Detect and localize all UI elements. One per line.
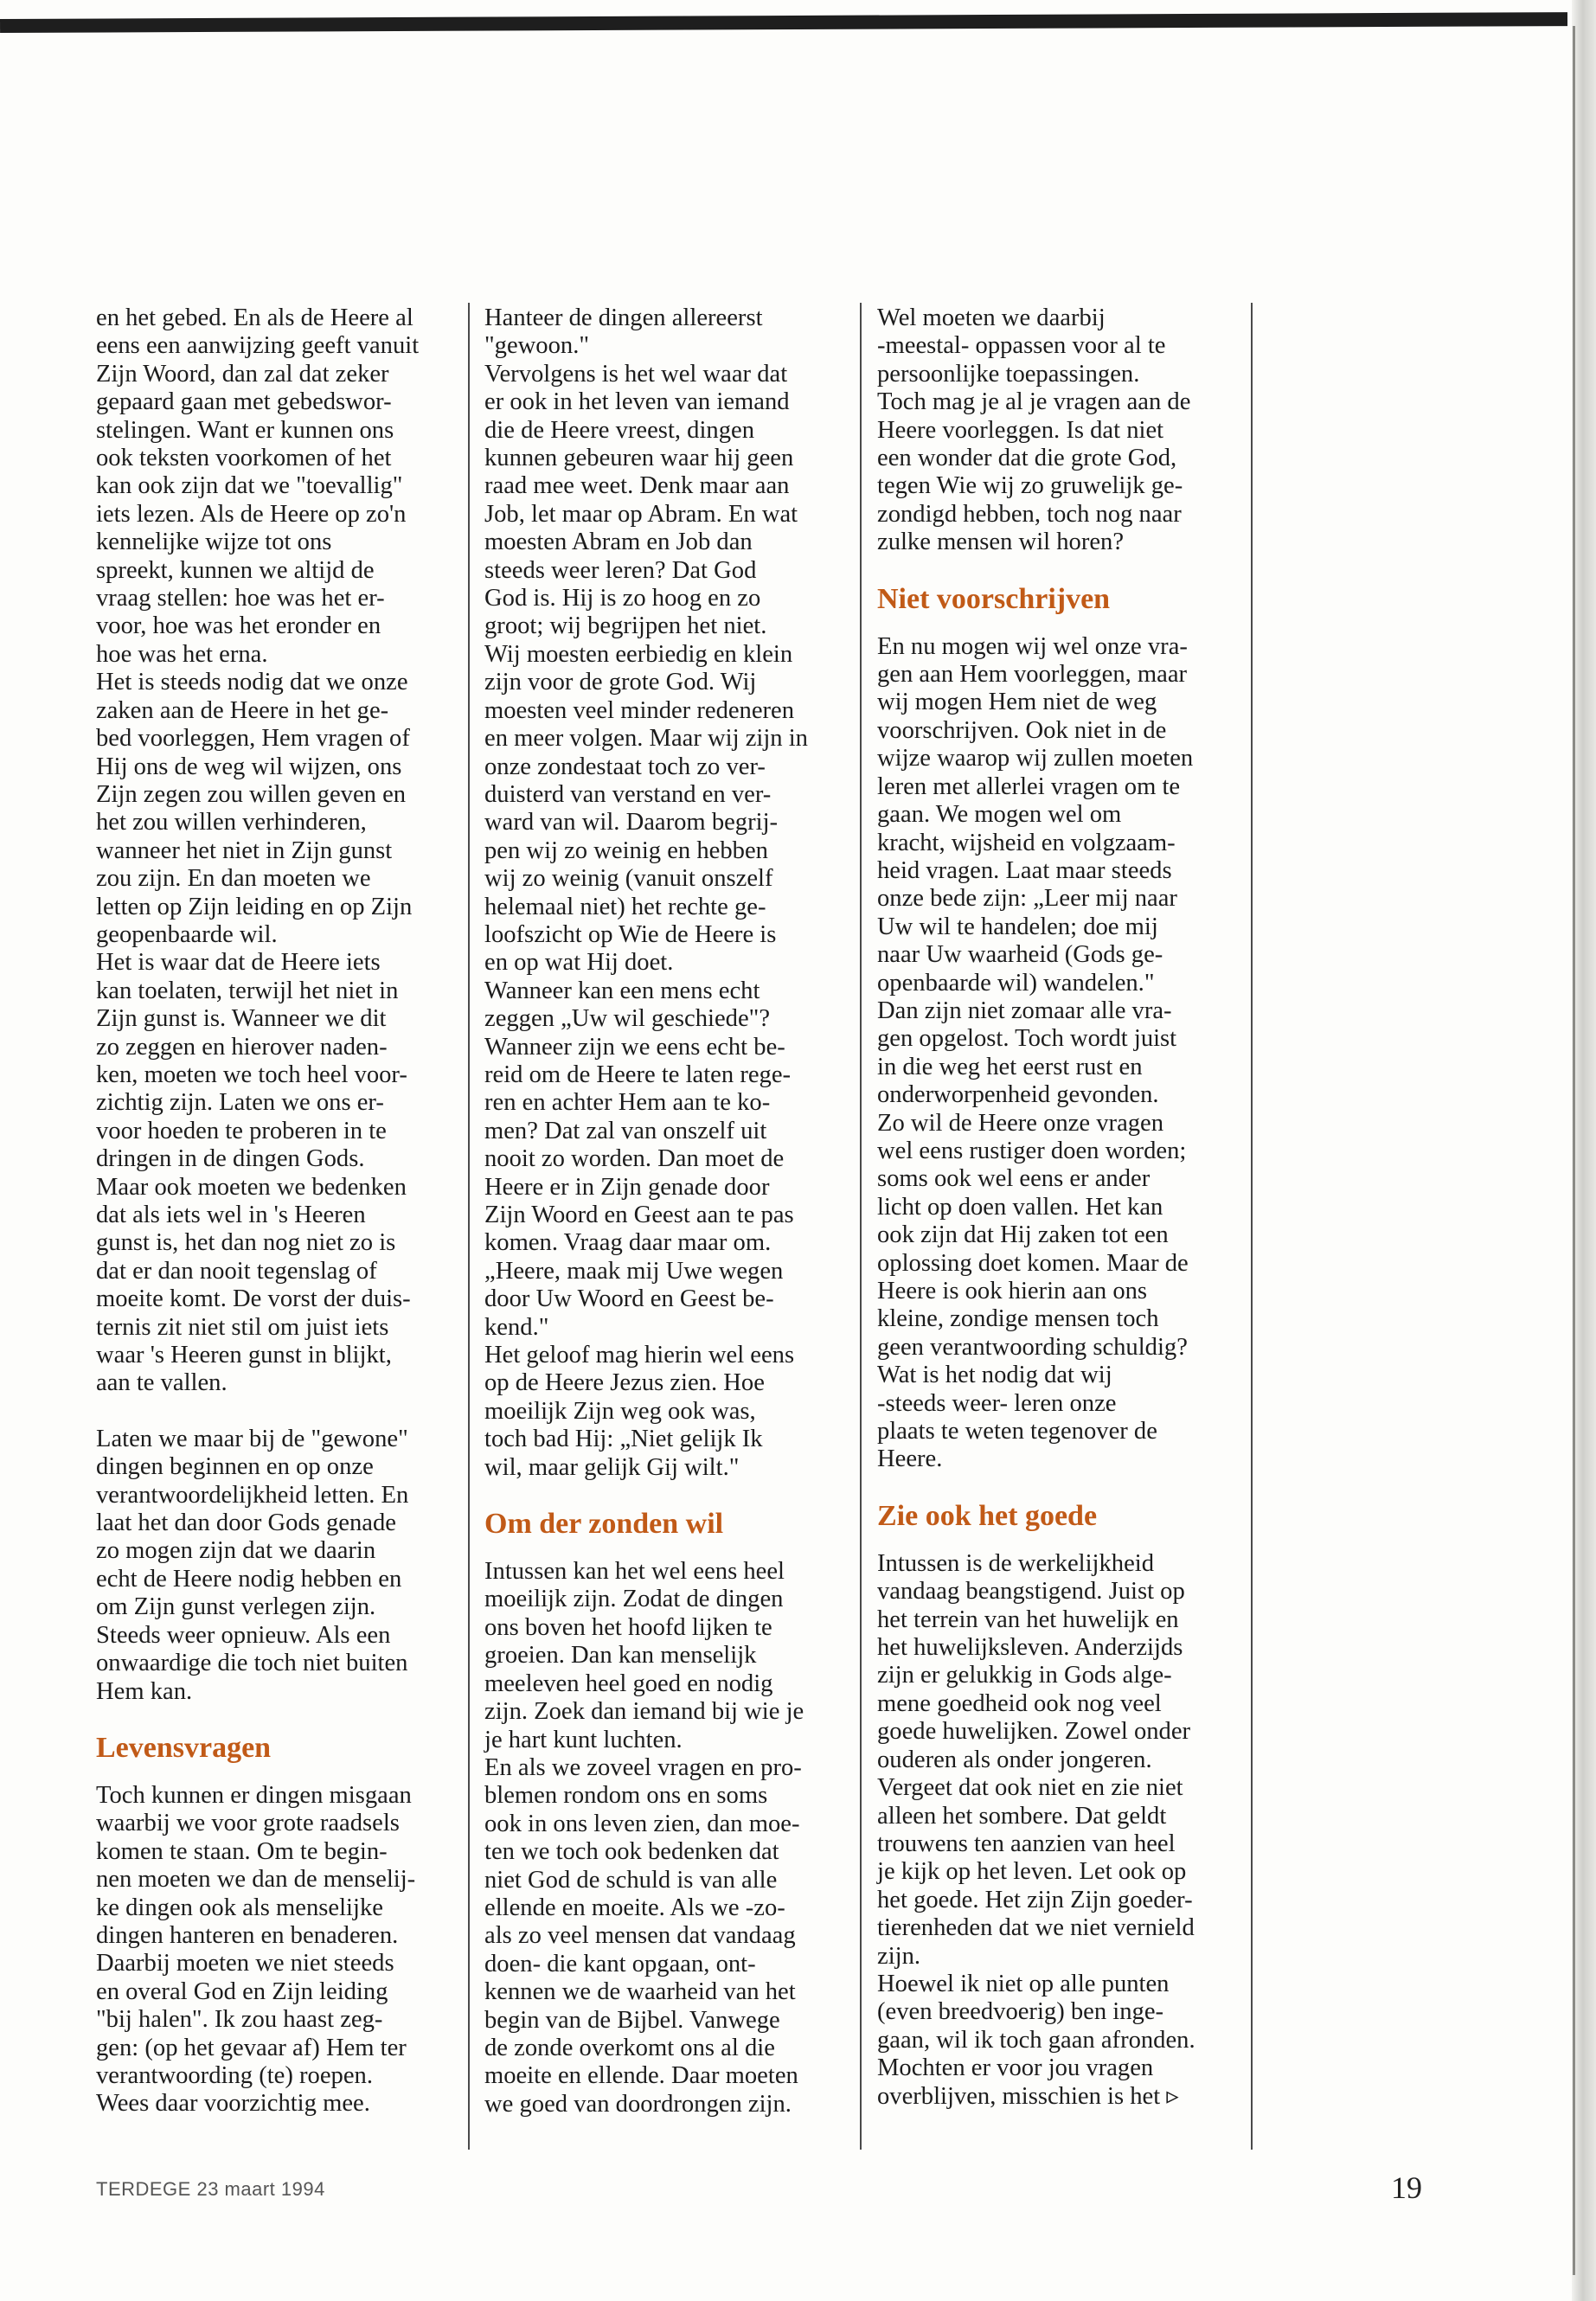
text-line: ternis zit niet stil om juist iets	[96, 1313, 389, 1341]
text-line: ward van wil. Daarom begrij-	[484, 809, 779, 836]
text-line: Heere voorleggen. Is dat niet	[877, 416, 1164, 444]
text-line: onwaardige die toch niet buiten	[96, 1650, 408, 1677]
section-heading: Om der zonden wil	[484, 1508, 724, 1541]
text-line: gen opgelost. Toch wordt juist	[877, 1025, 1177, 1053]
text-line: Heere is ook hierin aan ons	[877, 1278, 1148, 1304]
text-line: een wonder dat die grote God,	[877, 445, 1177, 472]
text-line: we goed van doordrongen zijn.	[484, 2090, 792, 2118]
text-line: Heere.	[877, 1445, 943, 1473]
text-line: Hanteer de dingen allereerst	[484, 304, 763, 331]
text-line: in die weg het eerst rust en	[877, 1053, 1143, 1080]
text-line: Zijn Woord en Geest aan te pas	[484, 1202, 794, 1228]
text-line: gunst is, het dan nog niet zo is	[96, 1229, 396, 1257]
text-line: onze bede zijn: „Leer mij naar	[877, 885, 1177, 913]
text-line: ren en achter Hem aan te ko-	[484, 1089, 771, 1117]
text-line: moesten Abram en Job dan	[484, 529, 753, 556]
text-line: Vervolgens is het wel waar dat	[484, 360, 788, 388]
text-line: verantwoordelijkheid letten. En	[96, 1481, 409, 1509]
text-line: trouwens ten aanzien van heel	[877, 1830, 1176, 1857]
text-line: goede huwelijken. Zowel onder	[877, 1718, 1191, 1746]
text-line: Steeds weer opnieuw. Als een	[96, 1621, 391, 1649]
text-line: "bij halen". Ik zou haast zeg-	[96, 2006, 383, 2034]
section-heading: Niet voorschrijven	[877, 582, 1111, 615]
text-line: dingen hanteren en benaderen.	[96, 1921, 399, 1949]
text-line: licht op doen vallen. Het kan	[877, 1193, 1163, 1221]
text-line: zo zeggen en hierover naden-	[96, 1033, 388, 1061]
text-line: zijn voor de grote God. Wij	[484, 669, 757, 696]
text-line: spreekt, kunnen we altijd de	[96, 556, 375, 584]
text-line: Zo wil de Heere onze vragen	[877, 1109, 1164, 1137]
text-line: het goede. Het zijn Zijn goeder-	[877, 1886, 1193, 1913]
text-line: er ook in het leven van iemand	[484, 388, 790, 416]
text-line: moeilijk Zijn weg ook was,	[484, 1397, 756, 1425]
text-line: ook teksten voorkomen of het	[96, 445, 392, 472]
text-line: Het is steeds nodig dat we onze	[96, 669, 408, 696]
text-line: onderworpenheid gevonden.	[877, 1081, 1159, 1109]
text-line: heid vragen. Laat maar steeds	[877, 856, 1172, 884]
text-line: die de Heere vreest, dingen	[484, 416, 755, 444]
text-line: Wel moeten we daarbij	[877, 304, 1106, 331]
text-line: En nu mogen wij wel onze vra-	[877, 632, 1188, 660]
text-line: oplossing doet komen. Maar de	[877, 1249, 1189, 1277]
text-line: Intussen is de werkelijkheid	[877, 1549, 1155, 1577]
text-line: En als we zoveel vragen en pro-	[484, 1753, 802, 1781]
text-line: Wanneer kan een mens echt	[484, 977, 760, 1004]
text-line: stelingen. Want er kunnen ons	[96, 416, 394, 444]
text-line: -steeds weer- leren onze	[877, 1389, 1117, 1417]
text-line: plaats te weten tegenover de	[877, 1418, 1157, 1445]
text-line: gepaard gaan met gebedswor-	[96, 388, 392, 416]
text-line: alleen het sombere. Dat geldt	[877, 1802, 1167, 1830]
text-line: zou zijn. En dan moeten we	[96, 865, 371, 893]
text-line: zijn. Zoek dan iemand bij wie je	[484, 1698, 804, 1726]
text-line: Heere er in Zijn genade door	[484, 1173, 770, 1201]
text-line: kleine, zondige mensen toch	[877, 1305, 1159, 1333]
text-line: echt de Heere nodig hebben en	[96, 1565, 402, 1593]
text-line: wij mogen Hem niet de weg	[877, 689, 1157, 716]
text-line: onze zondestaat toch zo ver-	[484, 753, 766, 780]
text-line: Zijn Woord, dan zal dat zeker	[96, 360, 389, 388]
text-line: door Uw Woord en Geest be-	[484, 1285, 774, 1313]
text-line: „Heere, maak mij Uwe wegen	[484, 1257, 784, 1285]
text-line: helemaal niet) het rechte ge-	[484, 893, 766, 920]
text-line: verantwoording (te) roepen.	[96, 2061, 373, 2089]
text-line: zondigd hebben, toch nog naar	[877, 500, 1182, 528]
text-line: en overal God en Zijn leiding	[96, 1977, 388, 2005]
text-line: waar 's Heeren gunst in blijkt,	[96, 1342, 392, 1369]
text-line: ellende en moeite. Als we -zo-	[484, 1894, 785, 1921]
text-line: hoe was het erna.	[96, 640, 268, 668]
text-line: Wij moesten eerbiedig en klein	[484, 640, 793, 668]
text-line: doen- die kant opgaan, ont-	[484, 1950, 756, 1977]
text-line: wil, maar gelijk Gij wilt."	[484, 1453, 740, 1481]
text-line: Job, let maar op Abram. En wat	[484, 500, 798, 528]
footer-publication: TERDEGE 23 maart 1994	[96, 2178, 325, 2200]
text-line: kunnen gebeuren waar hij geen	[484, 445, 794, 472]
text-line: Wat is het nodig dat wij	[877, 1362, 1112, 1389]
text-line: het terrein van het huwelijk en	[877, 1606, 1179, 1633]
text-line: niet God de schuld is van alle	[484, 1866, 778, 1894]
text-line: komen te staan. Om te begin-	[96, 1837, 388, 1865]
text-line: iets lezen. Als de Heere op zo'n	[96, 500, 407, 528]
text-line: ke dingen ook als menselijke	[96, 1894, 383, 1921]
text-line: eens een aanwijzing geeft vanuit	[96, 332, 420, 360]
text-line: en het gebed. En als de Heere al	[96, 304, 413, 331]
text-line: mene goedheid ook nog veel	[877, 1689, 1162, 1717]
text-line: groeien. Dan kan menselijk	[484, 1642, 757, 1670]
text-line: zulke mensen wil horen?	[877, 529, 1125, 556]
text-line: blemen rondom ons en soms	[484, 1782, 768, 1810]
article-column-2	[484, 304, 839, 2118]
text-line: wel eens rustiger doen worden;	[877, 1137, 1187, 1164]
text-line: dat er dan nooit tegenslag of	[96, 1257, 377, 1285]
text-line: als zo veel mensen dat vandaag	[484, 1922, 796, 1950]
text-line: Hem kan.	[96, 1677, 193, 1705]
text-line: pen wij zo weinig en hebben	[484, 836, 768, 864]
section-heading: Levensvragen	[96, 1731, 272, 1764]
text-line: naar Uw waarheid (Gods ge-	[877, 941, 1163, 969]
text-line: ken, moeten we toch heel voor-	[96, 1061, 407, 1088]
text-line: je kijk op het leven. Let ook op	[877, 1858, 1187, 1886]
text-line: bed voorleggen, Hem vragen of	[96, 725, 410, 753]
text-line: tegen Wie wij zo gruwelijk ge-	[877, 472, 1183, 500]
text-line: raad mee weet. Denk maar aan	[484, 472, 790, 500]
text-line: kennen we de waarheid van het	[484, 1978, 796, 2006]
text-line: Mochten er voor jou vragen	[877, 2054, 1154, 2082]
text-line: Dan zijn niet zomaar alle vra-	[877, 997, 1172, 1024]
text-line: meeleven heel goed en nodig	[484, 1670, 773, 1697]
text-line: Het geloof mag hierin wel eens	[484, 1342, 795, 1369]
text-line: duisterd van verstand en ver-	[484, 780, 772, 808]
text-line: nooit zo worden. Dan moet de	[484, 1145, 785, 1173]
text-line: Hij ons de weg wil wijzen, ons	[96, 753, 402, 780]
text-line: Toch kunnen er dingen misgaan	[96, 1781, 412, 1809]
text-line: ten we toch ook bedenken dat	[484, 1838, 779, 1866]
text-line: openbaarde wil) wandelen."	[877, 969, 1155, 997]
text-line: Zijn zegen zou willen geven en	[96, 780, 407, 808]
text-line: Wees daar voorzichtig mee.	[96, 2090, 370, 2118]
text-line: men? Dat zal van onszelf uit	[484, 1117, 767, 1144]
text-line: om Zijn gunst verlegen zijn.	[96, 1593, 376, 1621]
top-border-bar	[0, 12, 1567, 33]
text-line: Laten we maar bij de "gewone"	[96, 1425, 408, 1452]
text-line: Uw wil te handelen; doe mij	[877, 913, 1158, 940]
article-column-1	[96, 304, 455, 2118]
paragraph-gap	[96, 1398, 455, 1426]
text-line: loofszicht op Wie de Heere is	[484, 920, 777, 948]
text-line: Wanneer zijn we eens echt be-	[484, 1033, 785, 1061]
text-line: moesten veel minder redeneren	[484, 696, 795, 724]
text-line: ouderen als onder jongeren.	[877, 1746, 1152, 1773]
text-line: voor, hoe was het eronder en	[96, 612, 381, 640]
text-line: overblijven, misschien is het ▹	[877, 2082, 1179, 2110]
page-edge-shadow	[1572, 0, 1596, 2301]
text-line: dat als iets wel in 's Heeren	[96, 1202, 366, 1228]
text-line: geen verantwoording schuldig?	[877, 1333, 1188, 1361]
text-line: kracht, wijsheid en volgzaam-	[877, 829, 1176, 856]
text-line: dringen in de dingen Gods.	[96, 1145, 365, 1173]
text-line: persoonlijke toepassingen.	[877, 360, 1140, 388]
text-line: moeite komt. De vorst der duis-	[96, 1285, 411, 1313]
text-line: Intussen kan het wel eens heel	[484, 1558, 785, 1586]
text-line: gaan, wil ik toch gaan afronden.	[877, 2026, 1195, 2054]
article-column-3	[877, 304, 1240, 2111]
column-rule-3	[1251, 303, 1253, 2150]
text-line: Zijn gunst is. Wanneer we dit	[96, 1005, 387, 1033]
text-line: zaken aan de Heere in het ge-	[96, 696, 389, 724]
text-line: soms ook wel eens er ander	[877, 1165, 1151, 1193]
text-line: kennelijke wijze tot ons	[96, 529, 332, 556]
text-line: het huwelijksleven. Anderzijds	[877, 1634, 1183, 1662]
text-line: wanneer het niet in Zijn gunst	[96, 836, 393, 864]
text-line: voor hoeden te proberen in te	[96, 1117, 387, 1144]
text-line: ons boven het hoofd lijken te	[484, 1613, 772, 1641]
text-line: moeilijk zijn. Zodat de dingen	[484, 1586, 784, 1613]
text-line: gen: (op het gevaar af) Hem ter	[96, 2034, 407, 2061]
text-line: nen moeten we dan de menselij-	[96, 1866, 416, 1894]
page-edge-line	[1573, 26, 1575, 2275]
column-rule-1	[468, 303, 470, 2150]
page-number: 19	[1391, 2170, 1422, 2205]
text-line: gaan. We mogen wel om	[877, 801, 1122, 829]
text-line: zichtig zijn. Laten we ons er-	[96, 1089, 384, 1117]
text-line: reid om de Heere te laten rege-	[484, 1061, 792, 1088]
text-line: aan te vallen.	[96, 1369, 228, 1397]
text-line: God is. Hij is zo hoog en zo	[484, 585, 761, 612]
text-line: groot; wij begrijpen het niet.	[484, 612, 767, 640]
text-line: -meestal- oppassen voor al te	[877, 332, 1166, 360]
text-line: vraag stellen: hoe was het er-	[96, 585, 385, 612]
text-line: steeds weer leren? Dat God	[484, 556, 757, 584]
text-line: zeggen „Uw wil geschiede"?	[484, 1005, 771, 1033]
text-line: het zou willen verhinderen,	[96, 809, 367, 836]
text-line: komen. Vraag daar maar om.	[484, 1229, 772, 1257]
text-line: gen aan Hem voorleggen, maar	[877, 661, 1188, 689]
text-line: letten op Zijn leiding en op Zijn	[96, 893, 413, 920]
text-line: toch bad Hij: „Niet gelijk Ik	[484, 1426, 763, 1453]
text-line: Hoewel ik niet op alle punten	[877, 1970, 1170, 1997]
text-line: wij zo weinig (vanuit onszelf	[484, 865, 773, 893]
text-line: zijn.	[877, 1942, 921, 1970]
text-line: Maar ook moeten we bedenken	[96, 1173, 407, 1201]
text-line: dingen beginnen en op onze	[96, 1453, 374, 1481]
text-line: de zonde overkomt ons al die	[484, 2034, 775, 2061]
text-line: zo mogen zijn dat we daarin	[96, 1537, 376, 1565]
text-line: moeite en ellende. Daar moeten	[484, 2062, 798, 2090]
text-line: op de Heere Jezus zien. Hoe	[484, 1369, 765, 1397]
text-line: je hart kunt luchten.	[484, 1726, 683, 1753]
text-line: geopenbaarde wil.	[96, 920, 278, 948]
text-line: leren met allerlei vragen om te	[877, 772, 1181, 800]
text-line: en op wat Hij doet.	[484, 949, 674, 977]
text-line: "gewoon."	[484, 332, 590, 360]
text-line: Toch mag je al je vragen aan de	[877, 388, 1191, 416]
text-line: ook in ons leven zien, dan moe-	[484, 1810, 800, 1837]
text-line: Het is waar dat de Heere iets	[96, 949, 381, 977]
section-heading: Zie ook het goede	[877, 1499, 1098, 1532]
text-line: Daarbij moeten we niet steeds	[96, 1950, 394, 1977]
text-line: tierenheden dat we niet vernield	[877, 1914, 1195, 1942]
text-line: vandaag beangstigend. Juist op	[877, 1578, 1185, 1606]
text-line: laat het dan door Gods genade	[96, 1509, 396, 1537]
text-line: kan toelaten, terwijl het niet in	[96, 977, 399, 1004]
text-line: kan ook zijn dat we "toevallig"	[96, 472, 403, 500]
text-line: (even breedvoerig) ben inge-	[877, 1998, 1164, 2026]
text-line: wijze waarop wij zullen moeten	[877, 745, 1194, 772]
text-line: en meer volgen. Maar wij zijn in	[484, 725, 808, 753]
text-line: voorschrijven. Ook niet in de	[877, 716, 1167, 744]
text-line: waarbij we voor grote raadsels	[96, 1810, 400, 1837]
text-line: Vergeet dat ook niet en zie niet	[877, 1774, 1183, 1802]
text-line: begin van de Bijbel. Vanwege	[484, 2006, 780, 2034]
column-rule-2	[860, 303, 862, 2150]
text-line: zijn er gelukkig in Gods alge-	[877, 1662, 1172, 1689]
text-line: ook zijn dat Hij zaken tot een	[877, 1221, 1169, 1249]
text-line: kend."	[484, 1313, 549, 1341]
